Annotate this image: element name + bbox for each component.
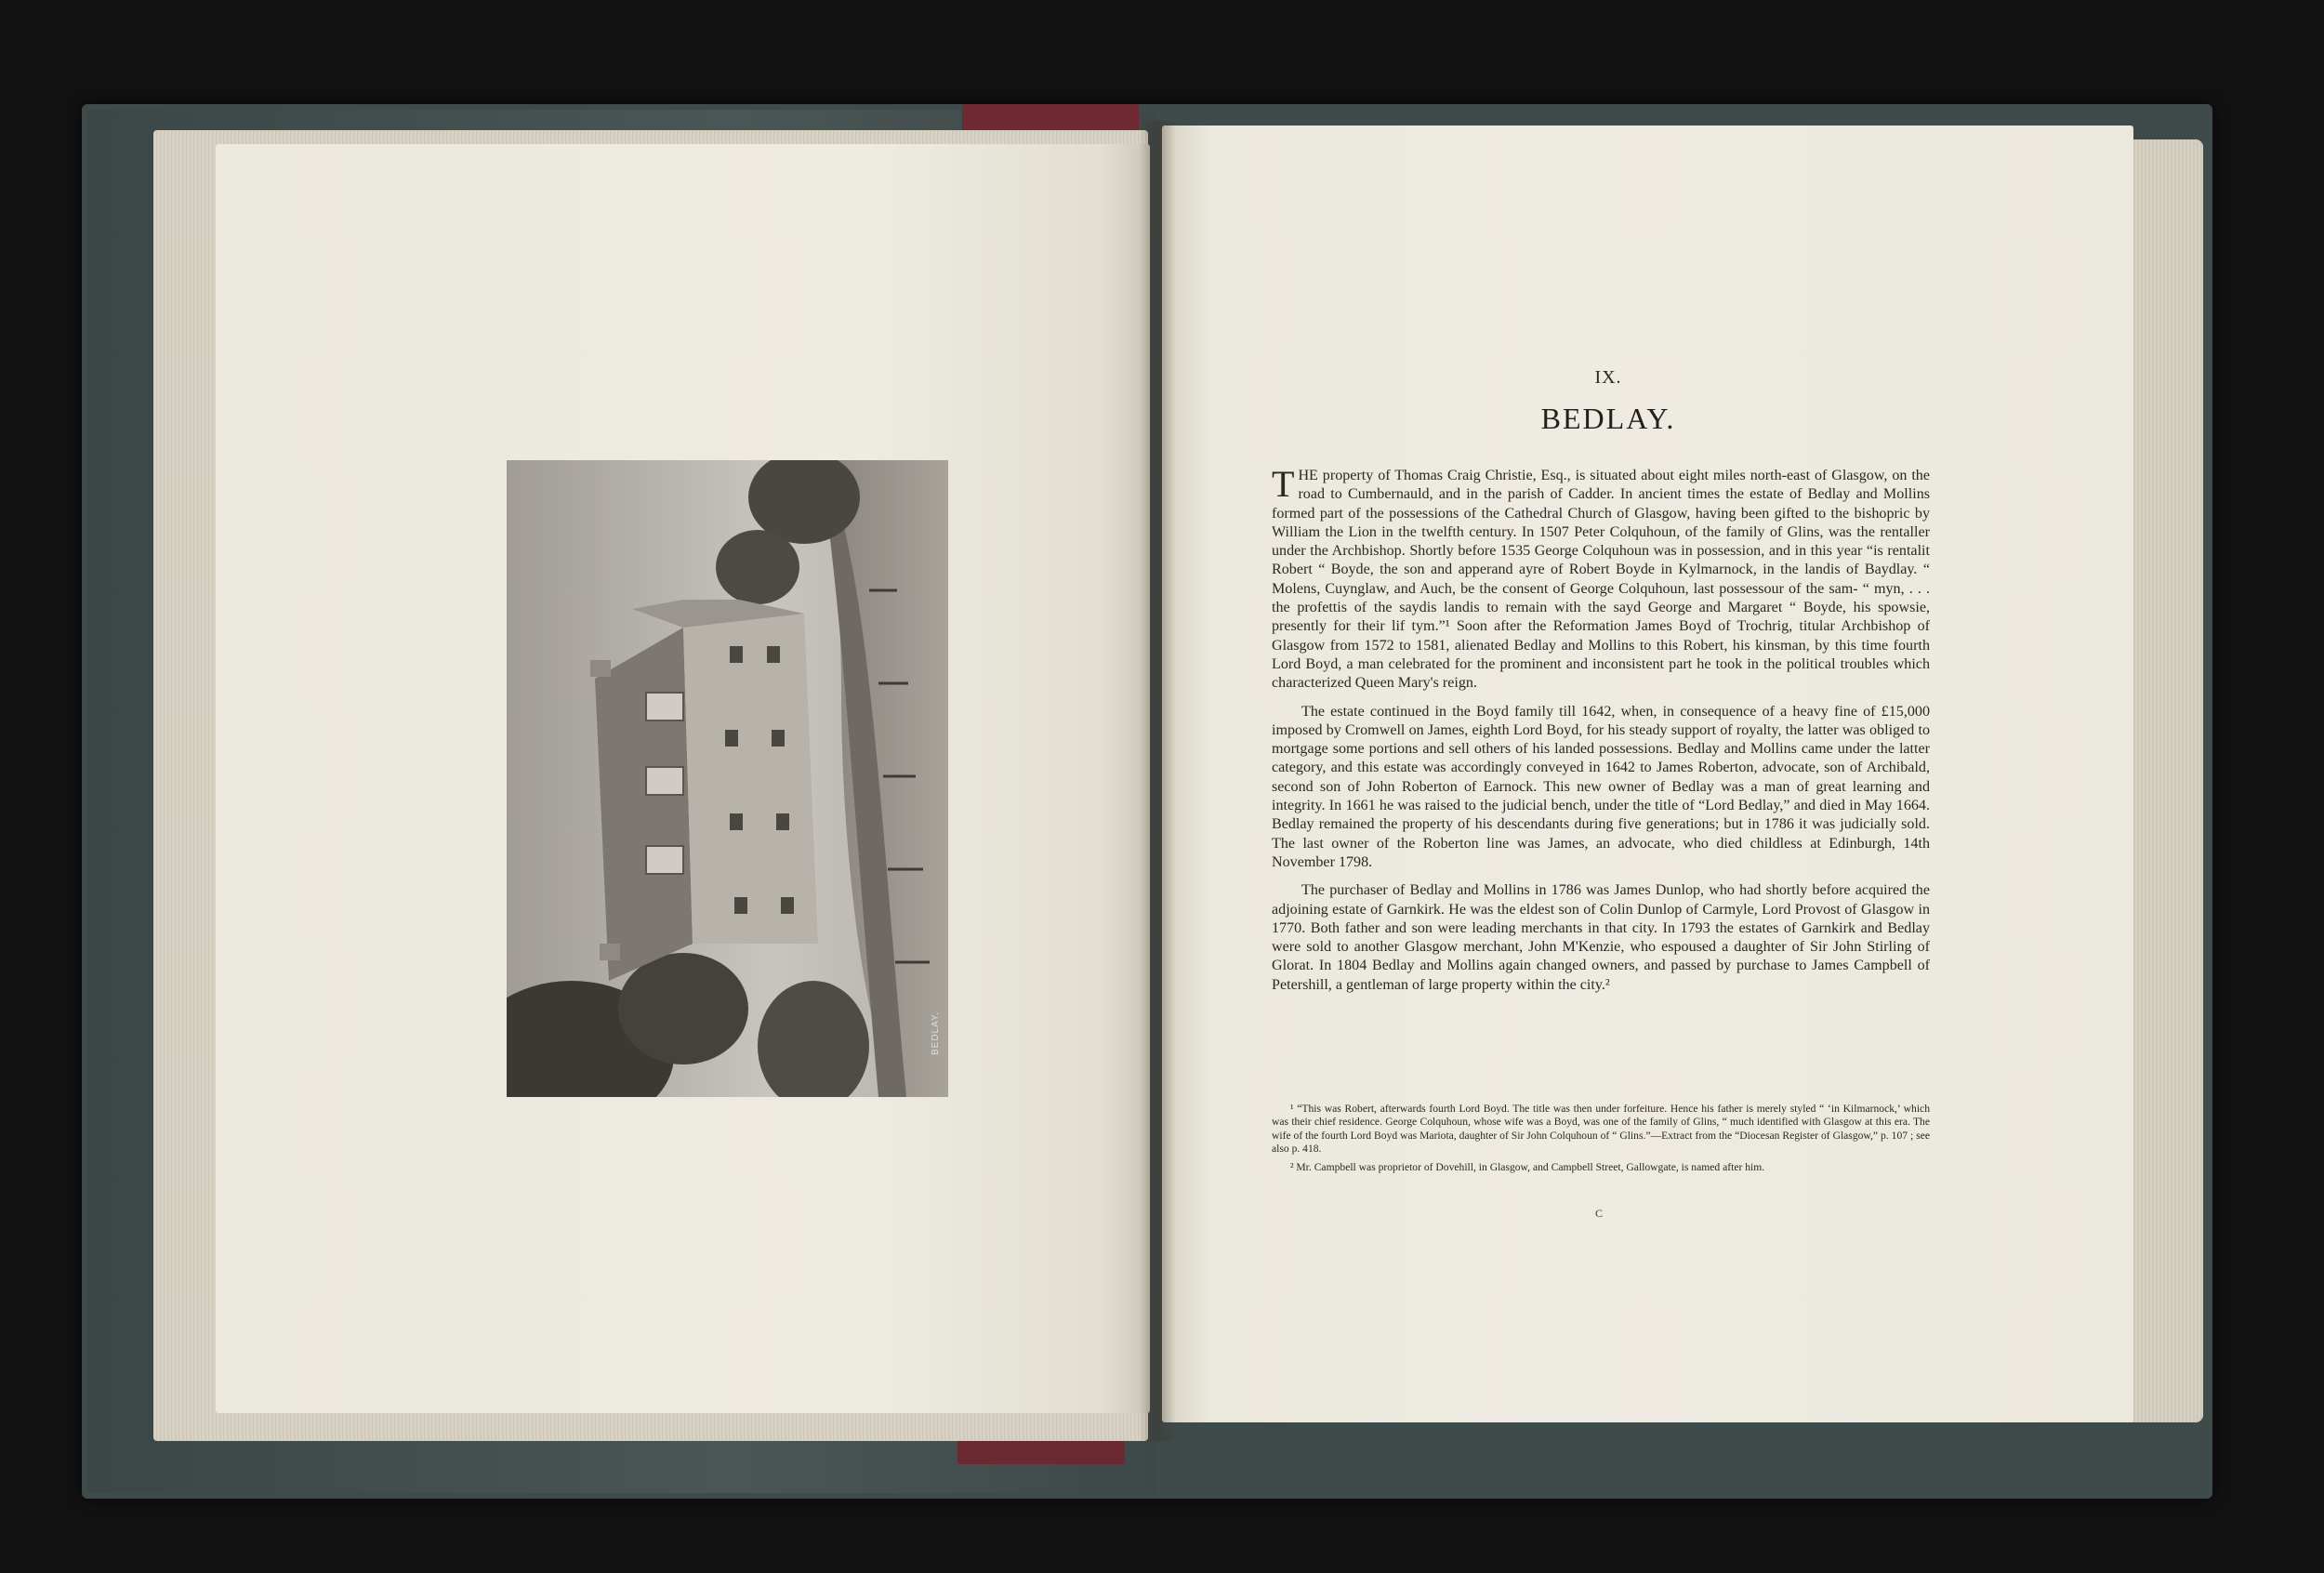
chapter-title: BEDLAY. <box>1540 402 1676 435</box>
book-gutter <box>1139 121 1176 1441</box>
signature-mark: C <box>1594 1207 1603 1220</box>
paragraph-1 <box>1272 463 1930 694</box>
drop-cap: T <box>1272 463 1295 505</box>
footnotes <box>1272 1103 1930 1180</box>
paragraph-3: The purchaser of Bedlay and Mollins in 1786 was James Dunlop, who had shortly before acquired the adjoining estate of Garnkirk. He was the eldest son of Colin Dunlop of Carmyle, Lord Provost of Glasgow in 1770. Both father and son were leading merchants in that city. In 1793 the estates of Garnkirk and Bedlay were sold to another Glasgow merchant, John M'Kenzie, who espoused a daughter of Sir John Stirling of Glorat. In 1804 Bedlay and Mollins again changed owners, and passed by purchase to James Campbell of Petershill, a gentleman of large property within the city.² <box>1272 882 1930 993</box>
paragraph-1-text: HE property of Thomas Craig Christie, Esq., is situated about eight miles north-east of Glasgow, on the road to Cumbernauld, and in the parish of Cadder. In ancient times the estate of Bedlay and Mollins formed part of the possessions of the Cathedral Church of Glasgow, having been gifted to the bishopric by William the Lion in the twelfth century. In 1507 Peter Colquhoun, of the family of Glins, was the rentaller under the Archbishop. Shortly before 1535 George Colquhoun was in possession, and in this year “is rentalit Robert “ Boyde, the son and apperand ayre of Robert Boyde in Kylmarnock, in the landis of Baydlay. “ Molens, Cuynglaw, and Auch, be the consent of George Colquhoun, last possessour of the sam- “ myn, . . . the profettis of the saydis landis to remain with the sayd George and Margaret “ Boyde, his spowsie, presently for their lif tym.”¹ Soon after the Reformation James Boyd of Trochrig, titular Archbishop of Glasgow from 1572 to 1581, alienated Bedlay and Mollins to this Robert, his kinsman, by this time fourth Lord Boyd, a man celebrated for the prominent and inconsistent part he took in the political troubles which characterized Queen Mary's reign. <box>1272 468 1930 692</box>
chapter-number: IX. <box>1594 367 1622 388</box>
footnote-2: ² Mr. Campbell was proprietor of Dovehill, in Glasgow, and Campbell Street, Gallowgate, is named after him. <box>1290 1161 1765 1174</box>
photograph-image <box>507 460 948 1097</box>
body-text <box>1272 463 1930 1004</box>
photo-caption: BEDLAY. <box>931 1011 941 1055</box>
paragraph-2: The estate continued in the Boyd family till 1642, when, in consequence of a heavy fine of £15,000 imposed by Cromwell on James, eighth Lord Boyd, for his steady support of royalty, the latter was obliged to mortgage some portions and sell others of his landed possessions. Bedlay and Mollins came under the latter category, and this estate was accordingly conveyed in 1642 to James Roberton, advocate, son of Archibald, second son of John Roberton of Earnock. This new owner of Bedlay was a man of great learning and integrity. In 1661 he was raised to the judicial bench, under the title of “Lord Bedlay,” and died in May 1664. Bedlay remained the property of his descendants during five generations; but in 1786 it was judicially sold. The last owner of the Roberton line was James, an advocate, who died childless at Edinburgh, 14th November 1798. <box>1272 703 1930 870</box>
footnote-1: ¹ “This was Robert, afterwards fourth Lord Boyd. The title was then under forfeiture. Hence his father is merely styled “ ‘in Kilmarnock,’ which was their chief residence. George Colquhoun, whose wife was a Boyd, was one of the family of Glins, “ much identified with Glasgow at this era. The wife of the fourth Lord Boyd was Mariota, daughter of Sir John Colquhoun of “ Glins.”—Extract from the “Diocesan Register of Glasgow,” p. 107 ; see also p. 418. <box>1272 1103 1930 1155</box>
bedlay-photograph <box>507 460 948 1097</box>
